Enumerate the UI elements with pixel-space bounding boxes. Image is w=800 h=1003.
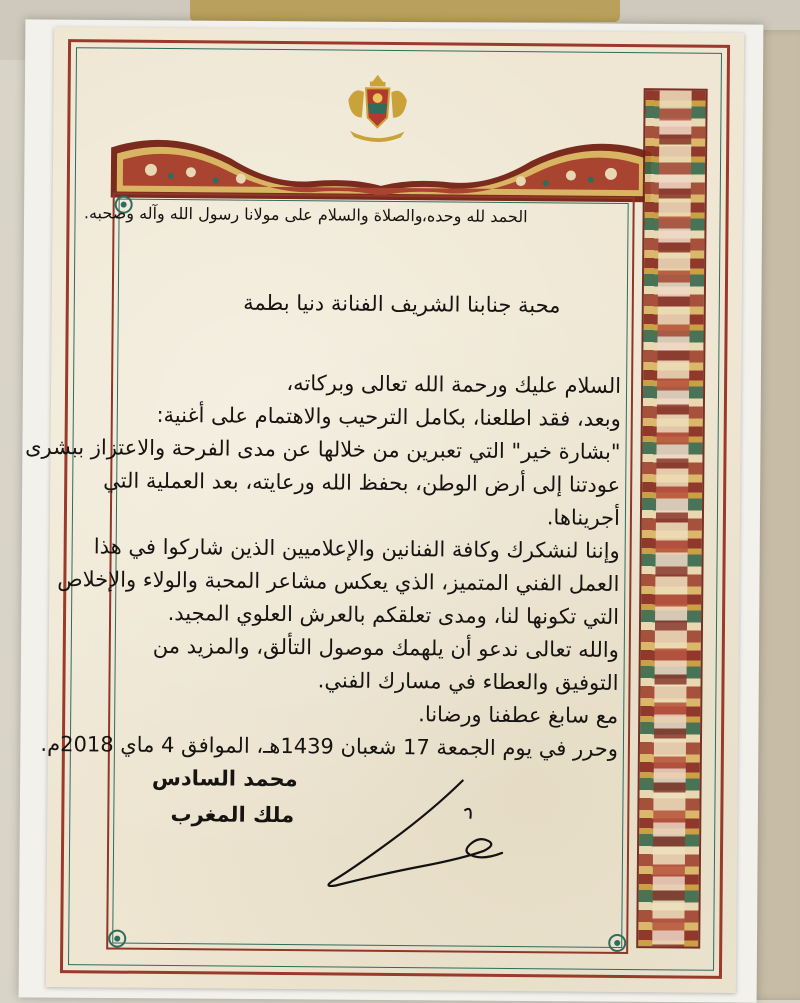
corner-flourish-icon <box>604 930 630 956</box>
sovereign-name: محمد السادس <box>151 765 298 792</box>
date-line: وحرر في يوم الجمعة 17 شعبان 1439هـ، الموافق 4 ماي 2018م. <box>40 731 619 761</box>
opening-blessing: والصلاة والسلام على مولانا رسول الله وآله وصحبه. <box>83 203 423 226</box>
right-ornament-band <box>636 88 708 949</box>
signature-mark <box>312 769 513 901</box>
body-line: "بشارة خير" التي تعبرين من خلالها عن مدى الفرحة والاعتزاز ببشرى <box>25 434 621 464</box>
body-line: والله تعالى ندعو أن يلهمك موصول التألق، والمزيد من <box>152 633 619 662</box>
body-line: عودتنا إلى أرض الوطن، بحفظ الله ورعايته، بعد العملية التي <box>103 468 621 497</box>
addressee-line: محبة جنابنا الشريف الفنانة دنيا بطمة <box>243 290 561 318</box>
body-line: العمل الفني المتميز، الذي يعكس مشاعر المحبة والولاء والإخلاص <box>57 567 620 596</box>
envelope-flap <box>190 0 620 22</box>
closing-line: مع سابغ عطفنا ورضانا. <box>418 702 619 728</box>
body-line: وإننا لنشكرك وكافة الفنانين والإعلاميين الذين شاركوا في هذا <box>93 534 620 563</box>
body-line: أجريناها. <box>546 505 621 530</box>
opening-praise: الحمد لله وحده، <box>421 206 528 227</box>
greeting-line: السلام عليك ورحمة الله تعالى وبركاته، <box>286 371 622 398</box>
body-line: التوفيق والعطاء في مسارك الفني. <box>317 668 619 695</box>
sovereign-title: ملك المغرب <box>170 802 295 828</box>
body-line: التي تكونها لنا، ومدى تعلقكم بالعرش العلوي المجيد. <box>167 601 620 629</box>
corner-flourish-icon <box>104 925 130 951</box>
royal-letter-sheet <box>25 27 744 993</box>
body-line: وبعد، فقد اطلعنا، بكامل الترحيب والاهتمام على أغنية: <box>156 402 621 431</box>
royal-emblem-icon <box>338 69 417 150</box>
